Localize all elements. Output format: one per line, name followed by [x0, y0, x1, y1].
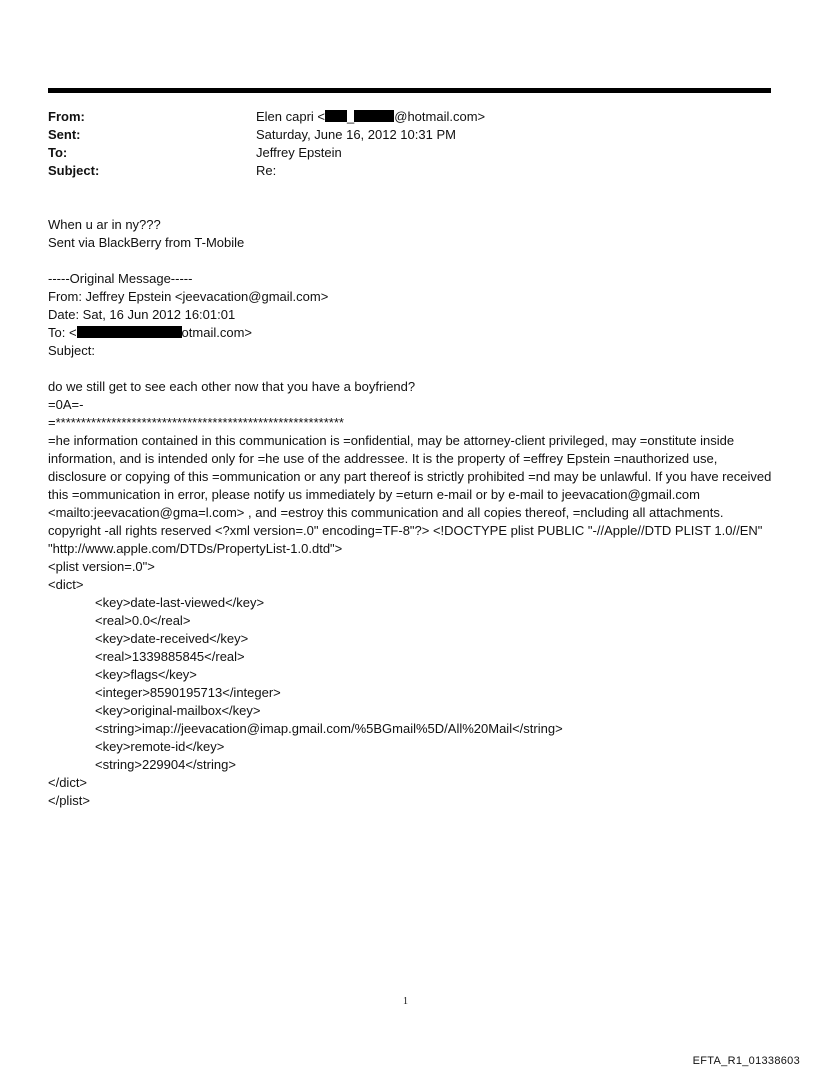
original-to-suffix: otmail.com>	[181, 325, 252, 340]
original-to-prefix: To: <	[48, 325, 77, 340]
subject-row	[48, 162, 771, 180]
plist-entry: <key>date-last-viewed</key>	[95, 595, 265, 610]
plist-entry: <string>229904</string>	[95, 757, 236, 772]
plist-entry: <real>1339885845</real>	[95, 649, 245, 664]
email-header	[48, 108, 771, 180]
original-to	[48, 324, 773, 342]
to-value: Jeffrey Epstein	[256, 145, 342, 160]
email-body	[48, 216, 773, 810]
page-number: 1	[403, 996, 408, 1007]
from-domain: @hotmail.com>	[394, 109, 486, 124]
original-date: Date: Sat, 16 Jun 2012 16:01:01	[48, 307, 236, 322]
from-name: Elen capri <	[256, 109, 326, 124]
header-rule	[48, 88, 771, 93]
original-divider: -----Original Message-----	[48, 271, 193, 286]
message-question: do we still get to see each other now that you have a boyfriend?	[48, 379, 416, 394]
plist-open: <plist version=.0">	[48, 559, 155, 574]
sent-row	[48, 126, 771, 144]
redaction-box	[77, 326, 182, 338]
to-label: To:	[48, 145, 68, 160]
redaction-box	[325, 110, 347, 122]
plist-entry: <key>original-mailbox</key>	[95, 703, 261, 718]
dict-close: </dict>	[48, 775, 88, 790]
plist-close: </plist>	[48, 793, 90, 808]
subject-label: Subject:	[48, 163, 100, 178]
plist-entry: <key>flags</key>	[95, 667, 197, 682]
original-subject: Subject:	[48, 343, 95, 358]
encoded-line: =0A=-	[48, 397, 84, 412]
star-separator: =*********************************************************	[48, 415, 344, 430]
from-label: From:	[48, 109, 85, 124]
bates-number: EFTA_R1_01338603	[692, 1055, 800, 1067]
from-underscore: _	[347, 109, 355, 124]
sent-value: Saturday, June 16, 2012 10:31 PM	[256, 127, 456, 142]
from-row	[48, 108, 771, 126]
to-row	[48, 144, 771, 162]
sent-label: Sent:	[48, 127, 81, 142]
original-from: From: Jeffrey Epstein <jeevacation@gmail.com>	[48, 289, 329, 304]
plist-entry: <key>remote-id</key>	[95, 739, 225, 754]
reply-line: When u ar in ny???	[48, 217, 161, 232]
reply-signature: Sent via BlackBerry from T-Mobile	[48, 235, 245, 250]
plist-entry: <key>date-received</key>	[95, 631, 249, 646]
redaction-box	[354, 110, 394, 122]
plist-entry: <real>0.0</real>	[95, 613, 191, 628]
plist-entry: <string>imap://jeevacation@imap.gmail.com/%5BGmail%5D/All%20Mail</string>	[95, 721, 563, 736]
dict-open: <dict>	[48, 577, 84, 592]
plist-entry: <integer>8590195713</integer>	[95, 685, 281, 700]
subject-value: Re:	[256, 163, 277, 178]
disclaimer-text: =he information contained in this communication is =onfidential, may be attorney-client privileged, may =onstitute inside information, and is intended only for =he use of the addressee. It is the property of =effrey Epstein =nauthorized use, disclosure or copying of this =ommunication or any part thereof is strictly prohibited =nd may be unlawful. If you have received this =ommunication in error, please notify us immediately by =eturn e-mail or by e-mail to jeevacation@gmail.com <mailto:jeevacation@gma=l.com> , and =estroy this communication and all copies thereof, =ncluding all attachments. copyright -all rights reserved <?xml version=.0" encoding=TF-8"?> <!DOCTYPE plist PUBLIC "-//Apple//DTD PLIST 1.0//EN" "http://www.apple.com/DTDs/PropertyList-1.0.dtd">	[48, 433, 772, 556]
from-value	[256, 108, 485, 126]
